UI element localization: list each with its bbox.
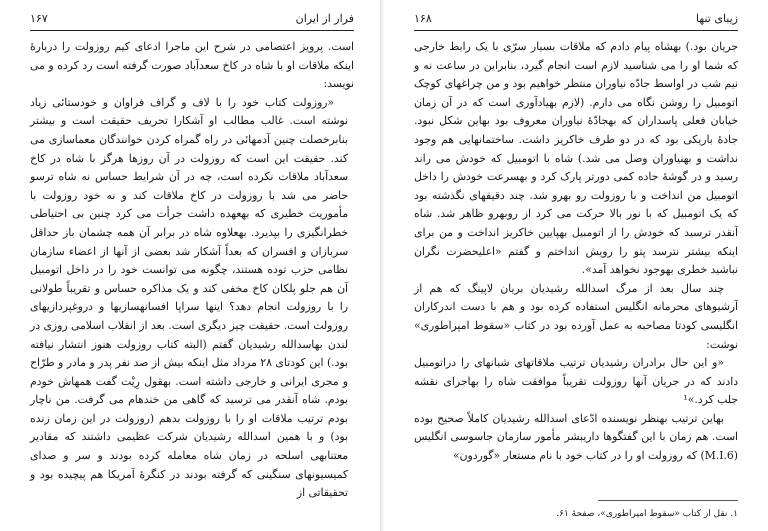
page-header: [414, 12, 738, 26]
footnote: ۱. نقل از کتاب «سقوط امپراطوری»، صفحهٔ ۶۱.: [556, 509, 738, 519]
header-rule: [30, 30, 354, 31]
running-title: زیبای تنها: [696, 12, 738, 25]
footnote-rule: [598, 500, 738, 501]
right-page: [384, 0, 768, 531]
page-number: ۱۶۸: [414, 12, 432, 25]
quote-paragraph: «و این حال برادران رشیدیان ترتیب ملاقاتهای شبانهای را دراتومبیل دادند که در جریان آنها روزولت تقریباً موافقت شاه را بهاجرای نقشه جلب کرد.»¹: [414, 356, 738, 407]
page-body: [414, 38, 738, 466]
paragraph: جریان بود.) بهشاه پیام دادم که ملاقات بسیار سرّی با یک رابط خارجی که شما او را می شناسید لازم است انجام گیرد، بنابراین در ساعت نه و نیم شب در اواسط جادّه نیاوران منتظر خواهیم بود و من چراغهای کوچک اتومبیل را روشن نگاه می دارم. (لازم بهیادآوری است که در آن زمان خیابان فعلی پاسداران که بهجادّهٔ نیاوران معروف بود بهاین شکل نبود. جادهٔ باریکی بود که در دو طرف خاکریز داشت. ساختمانهایی هم وجود نداشت و بهنیاوران وصل می شد.) شاه با اتومبیل که خودش می راند رسید و در گوشهٔ جاده کمی دورتر پارک کرد و بهسرعت خودش را داخل اتومبیل من انداخت و با روزولت رو بهرو شد. چند دقیقهای نگذشته بود که یک اتومبیل که با نور بالا حرکت می کرد از روبهرو ظاهر شد. شاه آنقدر ترسید که خودش را از اتومبیل بهپایین خاکریز انداخت و من برای اینکه بیشتر نترسد پتو را رویش انداختم و گفتم «اعلیحضرت نگران نباشید خطری بهوجود نخواهد آمد».: [414, 40, 738, 277]
paragraph: است. پرویز اعتصامی در شرح این ماجرا ادعای کیم روزولت را دربارهٔ اینکه ملاقات او با شاه در کاخ سعدآباد صورت گرفته است رد کرده و می نویسد:: [30, 40, 354, 91]
quote-paragraph: «روزولت کتاب خود را با لاف و گزاف فراوان و خودستائی زیاد نوشته است. غالب مطالب او آشکارا تحریف حقیقت است و بیشتر بنابرخصلت چنین آدمهائی در راه گمراه کردن خوانندگان معماسازی می کند. حقیقت این است که روزولت در آن روزها هرگز با شاه در کاخ سعدآباد ملاقات نکرده است، چه در آن شرایط حساس نه شاه ترسو حاضر می شد با روزولت در کاخ ملاقات کند و نه خود روزولت با مأموریت خطیری که بهعهده داشت جرأت می کرد چنین بی احتیاطی خطرانگیزی را بپذیرد. بهعلاوه شاه در برابر آن همه چشمان باز حداقل سربازان و افسران که بعداً آشکار شد بعضی از آنها از اعضاء سازمان نظامی حزب توده هستند، چگونه می توانست خود را در داخل اتومبیل آن هم جلو پلکان کاخ مخفی کند و یک مذاکره حساس و تقریباً طولانی را با روزولت انجام دهد؟ اینها سراپا افسانهسازیها و دروغپردازیهای روزولت است. حقیقت چیز دیگری است. بعد از انقلاب اسلامی روزی در لندن بهاسدالله رشیدیان گفتم (البته کتاب روزولت هنوز انتشار نیافته بود.) این کودتای ۲۸ مرداد مثل اینکه بیش از صد نفر پدر و مادر و طرّاح و مجری ایرانی و خارجی داشته است. بهقول رِیْت گفت همهاش خودم بودم. شاه آنقدر می ترسید که گاهی من خندهام می گرفت. من ناچار بودم ترتیب ملاقات او را با روزولت بدهم (روزولت در این زمان زنده بود) و با همین اسدالله رشیدیان شرکت عظیمی داشتند که مقادیر معتنابهی اسلحه در زمان شاه معامله کرده بودند و سر و صدای کمیسیونهای سنگینی که گرفته بودند در کنگرهٔ آمریکا هم پیچیده بود و تحقیقاتی از: [30, 95, 349, 500]
page-number: ۱۶۷: [30, 12, 48, 25]
running-title: فرار از ایران: [295, 12, 354, 25]
page-body: [30, 38, 354, 503]
paragraph: چند سال بعد از مرگ اسدالله رشیدیان بریان لاپینگ که هم از آرشیوهای محرمانه انگلیس استفاده کرده بود و هم با دست اندرکاران انگلیسی کودتا مصاحبه به عمل آورده بود در کتاب «سقوط امپراطوری» نوشت:: [414, 281, 738, 351]
paragraph: بهاین ترتیب بهنظر نویسنده ادّعای اسدالله رشیدیان کاملاً صحیح بوده است. هم زمان با این گفتگوها داریبشر مأمور سازمان جاسوسی انگلیس (M.I.6) که روزولت او را در کتاب خود با نام مستعار «گوردون»: [414, 411, 738, 463]
page-header: [30, 12, 354, 26]
header-rule: [414, 30, 738, 31]
